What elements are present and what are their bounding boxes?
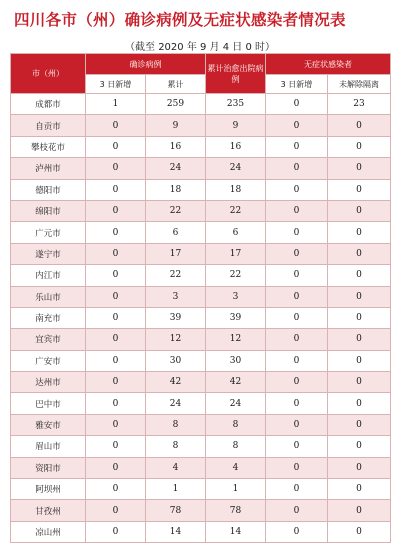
cell-unreleased: 0 [328, 179, 391, 200]
cell-confirmed-new: 0 [86, 372, 146, 393]
cell-discharged: 39 [206, 307, 266, 328]
cell-asym-new: 0 [266, 94, 328, 115]
cell-confirmed-new: 0 [86, 200, 146, 221]
cell-unreleased: 0 [328, 329, 391, 350]
cell-confirmed-new: 0 [86, 286, 146, 307]
cell-discharged: 14 [206, 521, 266, 542]
cell-unreleased: 0 [328, 479, 391, 500]
cell-confirmed-new: 0 [86, 136, 146, 157]
table-row [11, 94, 391, 115]
cell-asym-new: 0 [266, 521, 328, 542]
cell-confirmed-total: 6 [146, 222, 206, 243]
cell-confirmed-total: 9 [146, 115, 206, 136]
header-cumulative: 累计 [146, 75, 206, 94]
cell-unreleased: 0 [328, 372, 391, 393]
cell-discharged: 6 [206, 222, 266, 243]
table-row [11, 329, 391, 350]
cell-asym-new: 0 [266, 329, 328, 350]
cell-confirmed-total: 12 [146, 329, 206, 350]
cell-discharged: 42 [206, 372, 266, 393]
cell-city: 乐山市 [11, 286, 86, 307]
table-row [11, 265, 391, 286]
cell-city: 甘孜州 [11, 500, 86, 521]
table-row [11, 115, 391, 136]
cell-city: 自贡市 [11, 115, 86, 136]
cell-asym-new: 0 [266, 350, 328, 371]
table-body [11, 94, 391, 543]
cell-confirmed-new: 0 [86, 500, 146, 521]
cell-city: 眉山市 [11, 436, 86, 457]
cell-city: 阿坝州 [11, 479, 86, 500]
cell-confirmed-new: 0 [86, 307, 146, 328]
cell-confirmed-total: 16 [146, 136, 206, 157]
cell-asym-new: 0 [266, 286, 328, 307]
cell-asym-new: 0 [266, 479, 328, 500]
cell-discharged: 22 [206, 265, 266, 286]
header-city: 市（州） [11, 54, 86, 94]
cell-city: 宜宾市 [11, 329, 86, 350]
table-row [11, 436, 391, 457]
cell-asym-new: 0 [266, 372, 328, 393]
cell-city: 泸州市 [11, 158, 86, 179]
cell-discharged: 24 [206, 158, 266, 179]
cell-city: 内江市 [11, 265, 86, 286]
table-row [11, 372, 391, 393]
cell-discharged: 22 [206, 200, 266, 221]
cell-confirmed-total: 39 [146, 307, 206, 328]
cell-asym-new: 0 [266, 222, 328, 243]
cell-city: 遂宁市 [11, 243, 86, 264]
cell-asym-new: 0 [266, 243, 328, 264]
cell-city: 攀枝花市 [11, 136, 86, 157]
cell-unreleased: 0 [328, 222, 391, 243]
table-row [11, 136, 391, 157]
cell-unreleased: 0 [328, 158, 391, 179]
cell-confirmed-total: 259 [146, 94, 206, 115]
cell-confirmed-total: 78 [146, 500, 206, 521]
table-row [11, 243, 391, 264]
table-row [11, 222, 391, 243]
table-row [11, 457, 391, 478]
cell-discharged: 12 [206, 329, 266, 350]
cell-city: 德阳市 [11, 179, 86, 200]
cell-asym-new: 0 [266, 307, 328, 328]
cell-city: 广元市 [11, 222, 86, 243]
cell-discharged: 24 [206, 393, 266, 414]
cell-unreleased: 0 [328, 350, 391, 371]
page-subtitle: （截至 2020 年 9 月 4 日 0 时） [125, 42, 275, 53]
cell-asym-new: 0 [266, 200, 328, 221]
cell-confirmed-total: 18 [146, 179, 206, 200]
cell-city: 达州市 [11, 372, 86, 393]
table-row [11, 500, 391, 521]
page-title: 四川各市（州）确诊病例及无症状感染者情况表 [14, 11, 346, 29]
cell-asym-new: 0 [266, 265, 328, 286]
cell-confirmed-total: 4 [146, 457, 206, 478]
cell-unreleased: 0 [328, 393, 391, 414]
cell-unreleased: 0 [328, 115, 391, 136]
cell-confirmed-new: 0 [86, 243, 146, 264]
cell-confirmed-total: 22 [146, 265, 206, 286]
header-unreleased: 未解除隔离 [328, 75, 391, 94]
cell-unreleased: 0 [328, 457, 391, 478]
cell-unreleased: 0 [328, 200, 391, 221]
cell-confirmed-total: 24 [146, 393, 206, 414]
cell-unreleased: 0 [328, 265, 391, 286]
cell-confirmed-new: 0 [86, 436, 146, 457]
cell-city: 成都市 [11, 94, 86, 115]
cell-confirmed-total: 42 [146, 372, 206, 393]
table-row [11, 479, 391, 500]
cell-discharged: 30 [206, 350, 266, 371]
cell-discharged: 4 [206, 457, 266, 478]
cell-confirmed-new: 0 [86, 115, 146, 136]
cell-confirmed-total: 22 [146, 200, 206, 221]
cell-discharged: 8 [206, 414, 266, 435]
cell-confirmed-new: 0 [86, 350, 146, 371]
cell-discharged: 16 [206, 136, 266, 157]
cell-confirmed-new: 0 [86, 158, 146, 179]
cell-unreleased: 0 [328, 414, 391, 435]
cell-asym-new: 0 [266, 393, 328, 414]
cell-asym-new: 0 [266, 136, 328, 157]
cell-unreleased: 0 [328, 436, 391, 457]
header-discharged: 累计治愈出院病例 [206, 54, 266, 94]
cell-discharged: 8 [206, 436, 266, 457]
table-row [11, 158, 391, 179]
cell-city: 雅安市 [11, 414, 86, 435]
cell-asym-new: 0 [266, 115, 328, 136]
cell-asym-new: 0 [266, 158, 328, 179]
table-row [11, 414, 391, 435]
header-confirmed-group: 确诊病例 [86, 54, 206, 75]
cell-confirmed-total: 3 [146, 286, 206, 307]
header-asymptomatic-group: 无症状感染者 [266, 54, 391, 75]
cell-discharged: 78 [206, 500, 266, 521]
cell-unreleased: 0 [328, 500, 391, 521]
cell-asym-new: 0 [266, 500, 328, 521]
cell-city: 广安市 [11, 350, 86, 371]
table-row [11, 286, 391, 307]
table-row [11, 200, 391, 221]
cell-discharged: 235 [206, 94, 266, 115]
table-row [11, 350, 391, 371]
cell-city: 南充市 [11, 307, 86, 328]
cell-confirmed-new: 1 [86, 94, 146, 115]
cell-asym-new: 0 [266, 179, 328, 200]
cases-table [10, 53, 391, 543]
cell-confirmed-new: 0 [86, 222, 146, 243]
cell-discharged: 9 [206, 115, 266, 136]
cell-unreleased: 23 [328, 94, 391, 115]
cell-unreleased: 0 [328, 521, 391, 542]
table-row [11, 393, 391, 414]
cell-asym-new: 0 [266, 414, 328, 435]
table-row [11, 179, 391, 200]
table-row [11, 521, 391, 542]
cell-city: 巴中市 [11, 393, 86, 414]
cell-confirmed-total: 17 [146, 243, 206, 264]
cell-confirmed-new: 0 [86, 265, 146, 286]
cell-unreleased: 0 [328, 243, 391, 264]
cell-confirmed-total: 8 [146, 436, 206, 457]
cell-asym-new: 0 [266, 457, 328, 478]
cell-confirmed-new: 0 [86, 479, 146, 500]
cell-unreleased: 0 [328, 136, 391, 157]
cell-confirmed-total: 1 [146, 479, 206, 500]
cell-city: 凉山州 [11, 521, 86, 542]
cell-confirmed-new: 0 [86, 521, 146, 542]
cell-confirmed-new: 0 [86, 457, 146, 478]
table-row [11, 307, 391, 328]
cell-confirmed-total: 14 [146, 521, 206, 542]
cell-confirmed-total: 8 [146, 414, 206, 435]
cell-confirmed-total: 24 [146, 158, 206, 179]
cell-city: 绵阳市 [11, 200, 86, 221]
cell-confirmed-total: 30 [146, 350, 206, 371]
cell-unreleased: 0 [328, 307, 391, 328]
cell-discharged: 1 [206, 479, 266, 500]
cell-city: 资阳市 [11, 457, 86, 478]
cell-confirmed-new: 0 [86, 179, 146, 200]
header-new-3d: 3 日新增 [86, 75, 146, 94]
cell-unreleased: 0 [328, 286, 391, 307]
cell-confirmed-new: 0 [86, 329, 146, 350]
cell-asym-new: 0 [266, 436, 328, 457]
cell-discharged: 3 [206, 286, 266, 307]
cell-discharged: 18 [206, 179, 266, 200]
cell-confirmed-new: 0 [86, 393, 146, 414]
header-asym-new-3d: 3 日新增 [266, 75, 328, 94]
cell-discharged: 17 [206, 243, 266, 264]
cell-confirmed-new: 0 [86, 414, 146, 435]
